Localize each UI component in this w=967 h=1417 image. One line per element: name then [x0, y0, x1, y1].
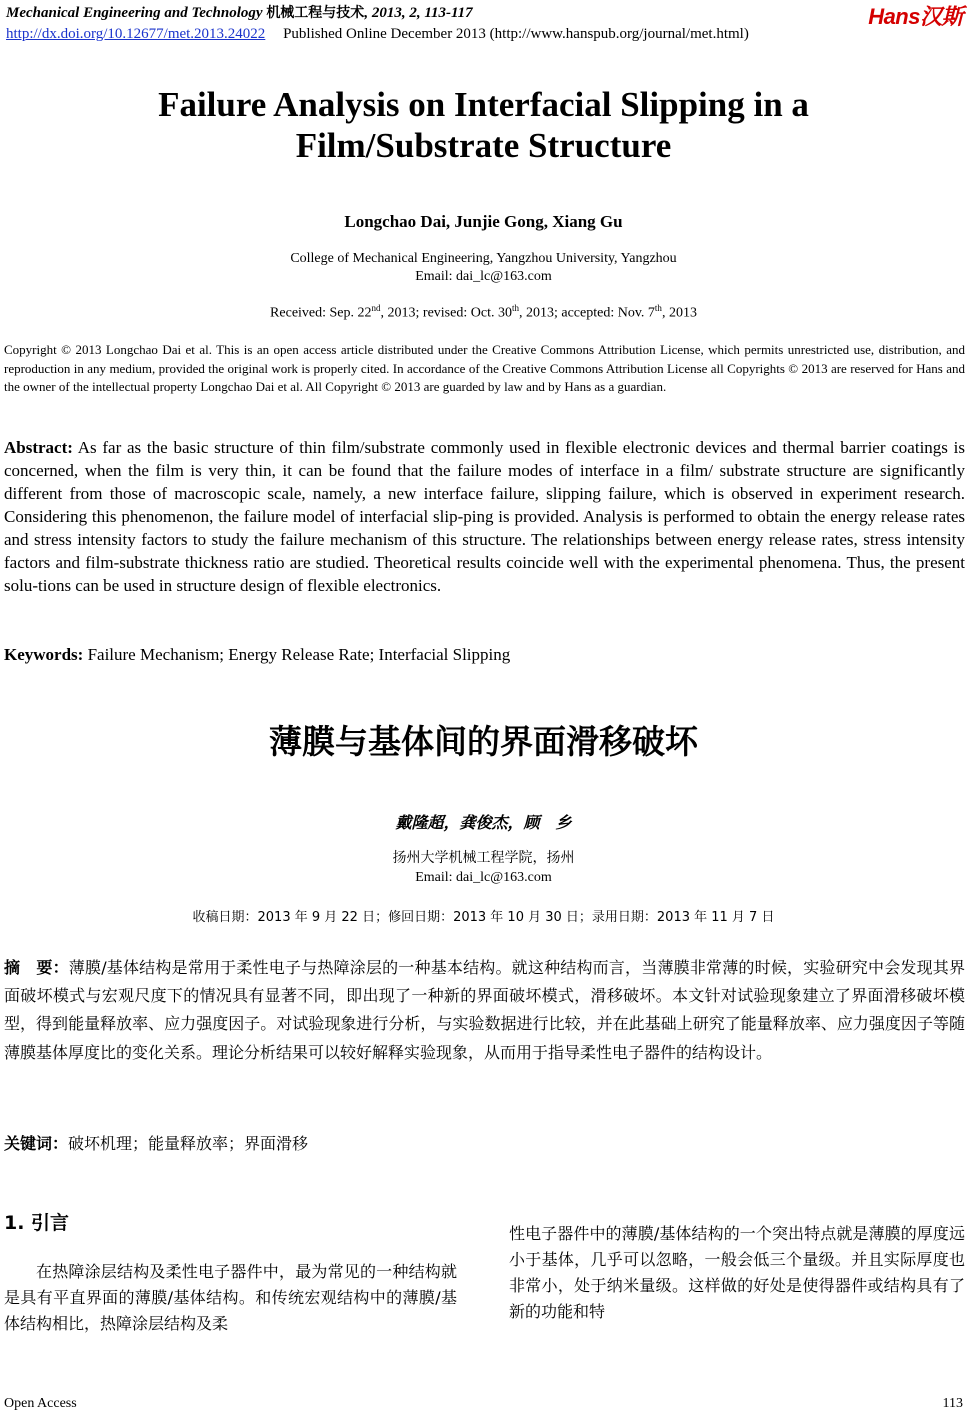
received-text-4: , 2013 — [661, 305, 697, 321]
paper-title — [0, 84, 967, 166]
abstract-label: Abstract: — [4, 438, 73, 457]
cn-authors: 戴隆超，龚俊杰，顾 乡 — [395, 813, 572, 832]
keywords — [4, 645, 510, 665]
received-text-1: Received: Sep. 22 — [270, 305, 372, 321]
cn-title: 薄膜与基体间的界面滑移破坏 — [269, 722, 698, 761]
cn-abstract — [4, 954, 965, 1067]
affiliation-block — [0, 250, 967, 286]
section-heading: 1. 引言 — [4, 1212, 70, 1234]
copyright-notice: Copyright © 2013 Longchao Dai et al. This is an open access article distributed under the Creative Commons Attribution License, which permits unrestricted use, distribution, and reproduction in any medium, provided the original work is properly cited. In accordance of the Creative Commons Attribution License all Copyrights © 2013 are reserved for Hans and the owner of the intellectual property Longchao Dai et al. All Copyright © 2013 are guarded by law and by Hans as a guardian. — [4, 342, 965, 395]
authors: Longchao Dai, Junjie Gong, Xiang Gu — [344, 212, 623, 231]
received-dates — [0, 303, 967, 322]
affiliation: College of Mechanical Engineering, Yangzhou University, Yangzhou — [290, 251, 677, 266]
received-sup-2: th — [511, 303, 519, 313]
body-column-right: 性电子器件中的薄膜/基体结构的一个突出特点就是薄膜的厚度远小于基体，几乎可以忽略，一般会低三个量级。并且实际厚度也非常小，处于纳米量级。这样做的好处是使得器件或结构具有了新的功能和特 — [509, 1224, 965, 1321]
keywords-text: Failure Mechanism; Energy Release Rate; Interfacial Slipping — [87, 645, 511, 664]
received-text-2: , 2013; revised: Oct. 30 — [380, 305, 512, 321]
received-sup-1: nd — [371, 303, 381, 313]
journal-citation: , 2013, 2, 113-117 — [364, 5, 473, 21]
email: Email: dai_lc@163.com — [415, 269, 552, 284]
cn-affiliation-block — [0, 849, 967, 887]
footer-open-access: Open Access — [4, 1396, 77, 1411]
abstract — [4, 436, 965, 597]
title-line-2: Film/Substrate Structure — [295, 126, 672, 165]
hans-logo: Hans汉斯 — [868, 4, 963, 29]
journal-header — [6, 2, 473, 22]
received-text-3: , 2013; accepted: Nov. 7 — [518, 305, 655, 321]
keywords-label: Keywords: — [4, 645, 84, 664]
cn-keywords — [4, 1131, 308, 1154]
published-online: Published Online December 2013 (http://www.hanspub.org/journal/met.html) — [283, 26, 749, 42]
cn-keywords-text: 破坏机理；能量释放率；界面滑移 — [68, 1134, 309, 1153]
abstract-text: As far as the basic structure of thin film/substrate commonly used in flexible electronic devices and thermal barrier coatings is concerned, when the film is very thin, it can be found that the failure modes of interface in a film/ substrate structure are significantly different from those of macroscopic scale, namely, a new interface failure, slipping failure, which is observed in experiment research. Considering this phenomenon, the failure model of interfacial slip-ping is provided. Analysis is performed to obtain the energy release rates and stress intensity factors to study the failure mechanism of this structure. The relationships between energy release rates, stress intensity factors and film-substrate thickness ratio are studied. Theoretical results coincide well with the experimental phenomena. Thus, the present solu-tions can be used in structure design of flexible electronics. — [4, 438, 966, 595]
cn-abstract-text: 薄膜/基体结构是常用于柔性电子与热障涂层的一种基本结构。就这种结构而言，当薄膜非常薄的时候，实验研究中会发现其界面破坏模式与宏观尺度下的情况具有显著不同，即出现了一种新的界面破坏模式，滑移破坏。本文针对试验现象建立了界面滑移破坏模型，得到能量释放率、应力强度因子。对试验现象进行分析，与实验数据进行比较，并在此基础上研究了能量释放率、应力强度因子等随薄膜基体厚度比的变化关系。理论分析结果可以较好解释实验现象，从而用于指导柔性电子器件的结构设计。 — [4, 958, 965, 1062]
title-line-1: Failure Analysis on Interfacial Slipping in a — [158, 85, 809, 124]
journal-name: Mechanical Engineering and Technology — [6, 5, 263, 21]
cn-keywords-label: 关键词： — [4, 1134, 69, 1153]
journal-name-cn: 机械工程与技术 — [266, 5, 365, 21]
cn-affiliation: 扬州大学机械工程学院，扬州 — [392, 850, 575, 866]
cn-received-dates: 收稿日期：2013 年 9 月 22 日；修回日期：2013 年 10 月 30 日；录用日期：2013 年 11 月 7 日 — [192, 910, 775, 925]
cn-abstract-label: 摘 要： — [4, 958, 69, 977]
doi-line — [6, 26, 749, 43]
cn-email: Email: dai_lc@163.com — [415, 870, 552, 885]
body-column-left: 在热障涂层结构及柔性电子器件中，最为常见的一种结构就是具有平直界面的薄膜/基体结构。和传统宏观结构中的薄膜/基体结构相比，热障涂层结构及柔 — [4, 1262, 457, 1333]
page-number: 113 — [942, 1396, 963, 1411]
received-sup-3: th — [654, 303, 662, 313]
doi-link[interactable]: http://dx.doi.org/10.12677/met.2013.24022 — [6, 26, 266, 42]
